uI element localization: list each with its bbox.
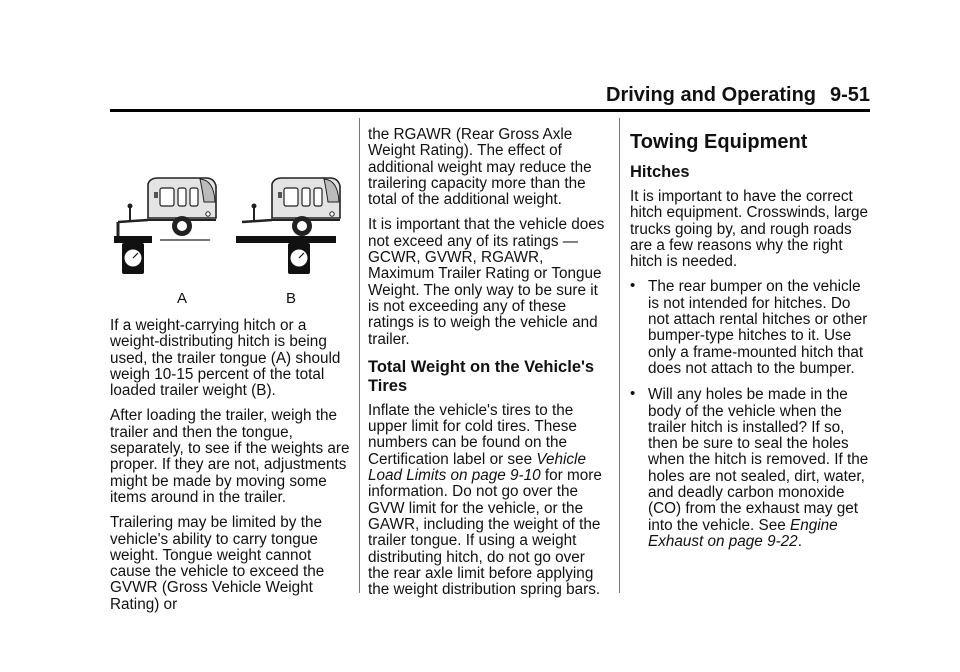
paragraph-rgawr: the RGAWR (Rear Gross Axle Weight Rating). The effect of additional weight may reduce the trailering capacity more than the total of the additional weight. (368, 126, 592, 209)
paragraph-ratings: It is important that the vehicle does not exceed any of its ratings — GCWR, GVWR, RGAWR, Maximum Trailer Rating or Tongue Weight. The only way to be sure it is not exceeding any of these ratings is to weigh the vehicle and trailer. (368, 216, 605, 348)
figure-label-a: A (177, 290, 188, 307)
paragraph-weigh-trailer: After loading the trailer, weigh the trailer and then the tongue, separately, to see if the weights are proper. If they are not, adjustments might be made by moving some items around in the trailer. (110, 407, 350, 506)
column-1 (110, 318, 350, 622)
column-2 (368, 127, 608, 607)
heading-towing-equipment: Towing Equipment (630, 131, 808, 153)
section-title: Driving and Operating (606, 84, 817, 106)
column-3 (630, 131, 870, 560)
tongue-weight-illustration (110, 166, 350, 312)
column-divider-1 (359, 118, 360, 593)
paragraph-tongue-weight: If a weight-carrying hitch or a weight-distributing hitch is being used, the trailer tongue (A) should weigh 10-15 percent of the total loaded trailer weight (B). (110, 317, 341, 400)
heading-total-weight-tires: Total Weight on the Vehicle's Tires (368, 357, 595, 395)
column-divider-2 (619, 118, 620, 593)
bullet-rear-bumper: • The rear bumper on the vehicle is not intended for hitches. Do not attach rental hitches or other bumper-type hitches to it. Use only a frame-mounted hitch that does not attach to the bumper. (630, 279, 870, 377)
link-vehicle-load-limits[interactable]: Vehicle Load Limits on page 9-10 (368, 450, 586, 485)
figure-label-b: B (286, 290, 297, 307)
heading-hitches: Hitches (630, 163, 690, 181)
trailer-scales-diagram (110, 166, 350, 312)
link-engine-exhaust[interactable]: Engine Exhaust on page 9-22 (648, 516, 838, 550)
trailer-a-drawing (114, 178, 216, 274)
header-rule (110, 109, 870, 112)
trailer-b-drawing (236, 178, 340, 274)
paragraph-trailering-limit: Trailering may be limited by the vehicle's ability to carry tongue weight. Tongue weight cannot cause the vehicle to exceed the GVWR (Gross Vehicle Weight Rating) or (110, 514, 325, 613)
paragraph-hitch-equipment: It is important to have the correct hitch equipment. Crosswinds, large trucks going by, and rough roads are a few reasons why the right hitch is needed. (630, 188, 869, 271)
hitch-bullet-list (630, 279, 870, 550)
bullet-holes: • Will any holes be made in the body of the vehicle when the trailer hitch is installed? If so, then be sure to seal the holes when the hitch is removed. If the holes are not sealed, dirt, water, and deadly carbon monoxide (CO) from the exhaust may get into the vehicle. See Engine Exhaust on page 9-22. (630, 387, 870, 550)
paragraph-inflate-tires: Inflate the vehicle's tires to the upper limit for cold tires. These numbers can be found on the Certification label or see Vehicle Load Limits on page 9-10 for more information. Do not go over the GVW limit for the vehicle, or the GAWR, including the weight of the trailer tongue. If using a weight distributing hitch, do not go over the rear axle limit before applying the weight distribution spring bars. (368, 401, 602, 599)
page-number: 9-51 (829, 84, 870, 106)
